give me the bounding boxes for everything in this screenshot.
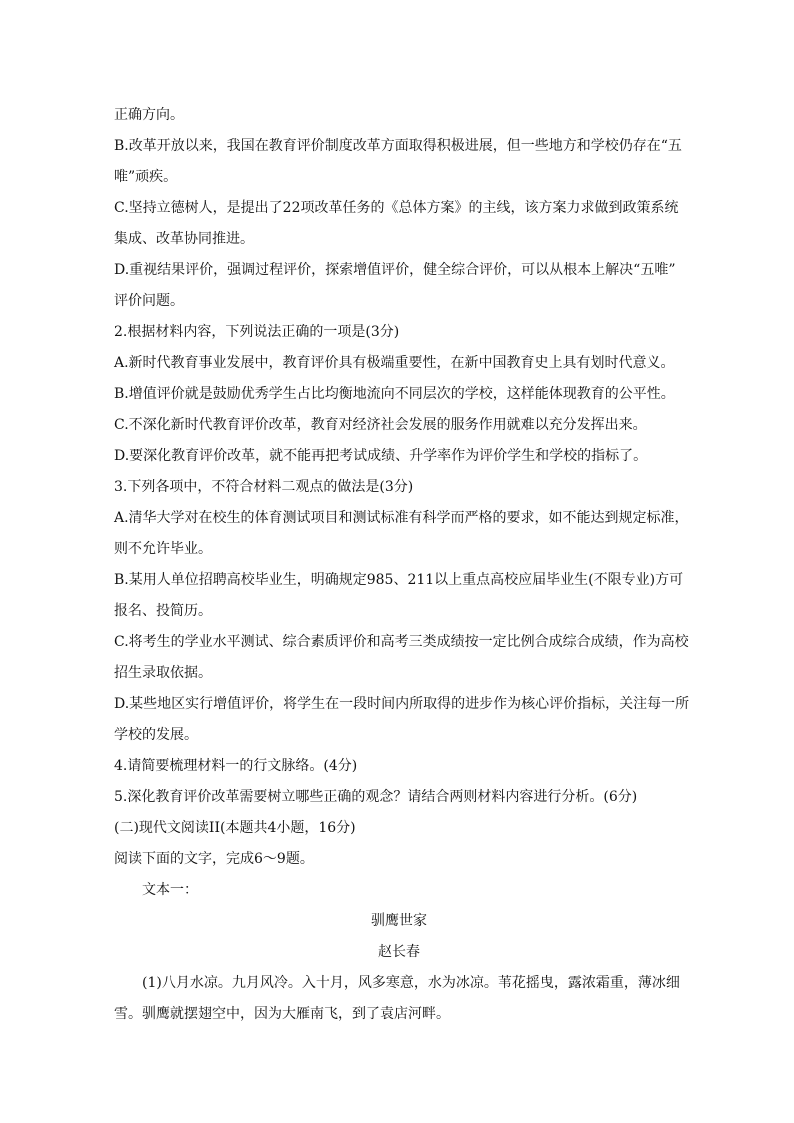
text-line: 报名、投简历。 <box>114 603 212 619</box>
text-line: 集成、改革协同推进。 <box>114 231 254 247</box>
text-line: B.改革开放以来，我国在教育评价制度改革方面取得积极进展，但一些地方和学校仍存在“五 <box>114 138 682 154</box>
instruction-line: 阅读下面的文字，完成6～9题。 <box>114 851 314 867</box>
text-label: 文本一： <box>142 882 198 898</box>
text-line: C.不深化新时代教育评价改革，教育对经济社会发展的服务作用就难以充分发挥出来。 <box>114 417 647 433</box>
text-line: D.重视结果评价，强调过程评价，探索增值评价，健全综合评价，可以从根本上解决“五唯” <box>114 262 676 278</box>
section-heading: (二)现代文阅读II(本题共4小题，16分) <box>114 820 356 836</box>
text-line: B.某用人单位招聘高校毕业生，明确规定985、211以上重点高校应届毕业生(不限专业)方可 <box>114 572 684 588</box>
text-line: A.清华大学对在校生的体育测试项目和测试标准有科学而严格的要求，如不能达到规定标准， <box>114 510 689 526</box>
question-stem: 5.深化教育评价改革需要树立哪些正确的观念？请结合两则材料内容进行分析。(6分) <box>114 789 638 805</box>
article-title: 驯鹰世家 <box>371 913 427 929</box>
article-author: 赵长春 <box>378 944 420 960</box>
text-line: C.坚持立德树人，是提出了22项改革任务的《总体方案》的主线，该方案力求做到政策系统 <box>114 200 679 216</box>
text-line: 则不允许毕业。 <box>114 541 212 557</box>
text-line: A.新时代教育事业发展中，教育评价具有极端重要性，在新中国教育史上具有划时代意义。 <box>114 355 675 371</box>
text-line: D.要深化教育评价改革，就不能再把考试成绩、升学率作为评价学生和学校的指标了。 <box>114 448 648 464</box>
question-stem: 3.下列各项中，不符合材料二观点的做法是(3分) <box>114 479 414 495</box>
text-line: 唯”顽疾。 <box>114 169 178 185</box>
text-line: B.增值评价就是鼓励优秀学生占比均衡地流向不同层次的学校，这样能体现教育的公平性。 <box>114 386 675 402</box>
question-stem: 2.根据材料内容，下列说法正确的一项是(3分) <box>114 324 400 340</box>
text-line: D.某些地区实行增值评价，将学生在一段时间内所取得的进步作为核心评价指标，关注每一所 <box>114 696 690 712</box>
text-line: 学校的发展。 <box>114 727 198 743</box>
text-line: C.将考生的学业水平测试、综合素质评价和高考三类成绩按一定比例合成综合成绩，作为高校 <box>114 634 689 650</box>
text-line: (1)八月水凉。九月风冷。入十月，风多寒意，水为冰凉。苇花摇曳，露浓霜重，薄冰细 <box>142 975 680 991</box>
text-line: 招生录取依据。 <box>114 665 212 681</box>
text-line: 正确方向。 <box>114 107 184 123</box>
text-line: 评价问题。 <box>114 293 184 309</box>
question-stem: 4.请简要梳理材料一的行文脉络。(4分) <box>114 758 358 774</box>
document-page <box>114 100 690 1030</box>
text-line: 雪。驯鹰就摆翅空中，因为大雁南飞，到了袁店河畔。 <box>114 1006 450 1022</box>
